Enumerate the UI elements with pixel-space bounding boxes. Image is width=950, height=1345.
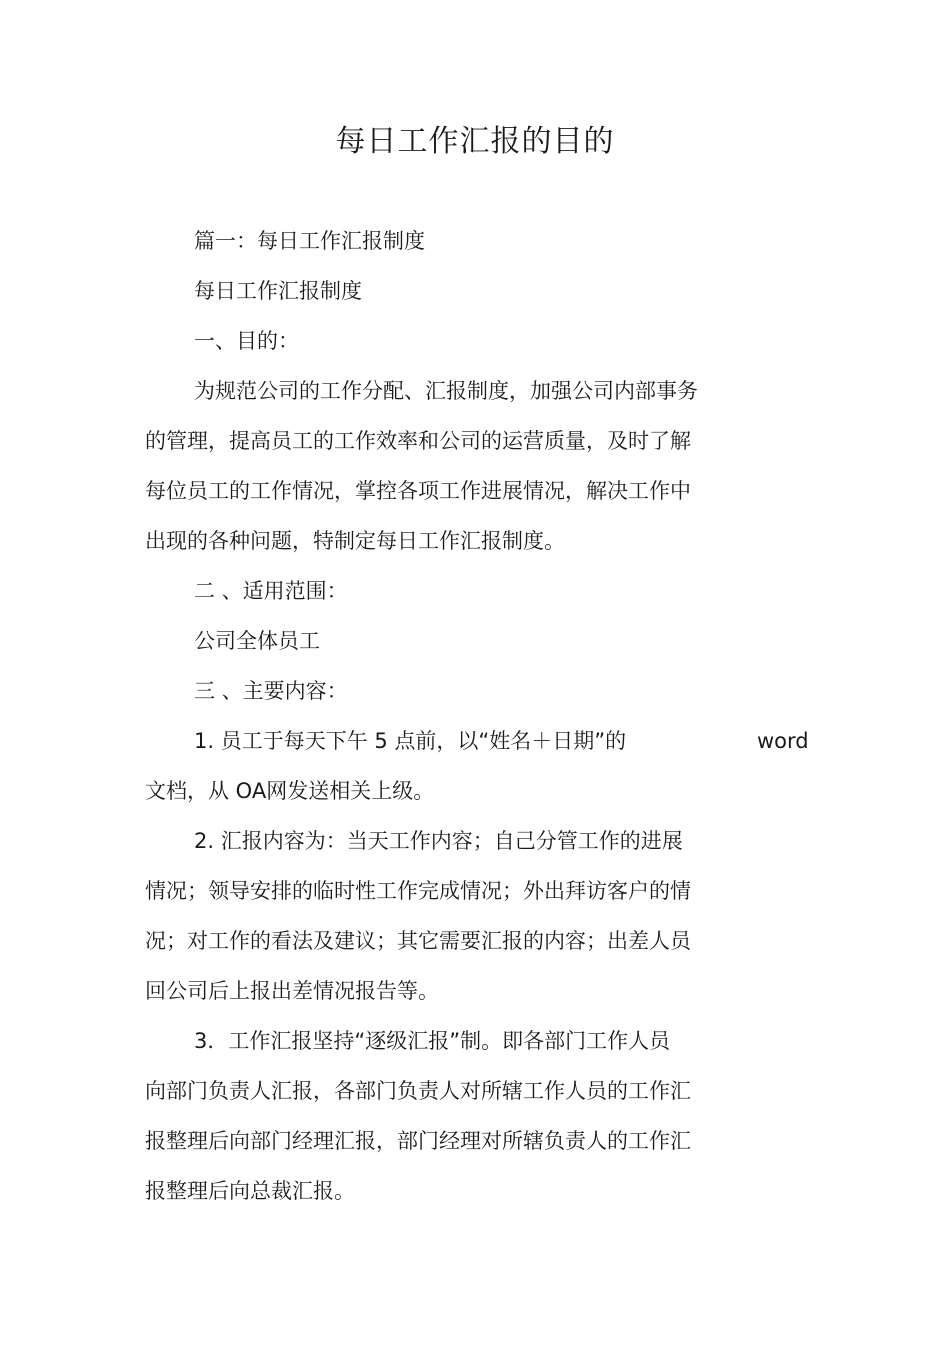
paragraph-line: 3．工作汇报坚持“逐级汇报”制。即各部门工作人员 [194,1029,671,1053]
subheading: 每日工作汇报制度 [194,279,362,303]
paragraph-line: 公司全体员工 [194,629,320,653]
section-heading-scope: 二 、适用范围： [194,579,348,603]
section-heading-purpose: 一、目的： [194,329,299,353]
paragraph-line: 文档，从 OA网发送相关上级。 [145,779,435,803]
paragraph-line: 的管理，提高员工的工作效率和公司的运营质量，及时了解 [145,429,691,453]
paragraph-line: 向部门负责人汇报，各部门负责人对所辖工作人员的工作汇 [145,1079,691,1103]
paragraph-line: 出现的各种问题，特制定每日工作汇报制度。 [145,529,565,553]
paragraph-line: 1. 员工于每天下午 5 点前，以“姓名＋日期”的 [194,729,627,753]
paragraph-word: word [757,729,809,753]
paragraph-line: 2. 汇报内容为：当天工作内容；自己分管工作的进展 [194,829,683,853]
paragraph-line: 情况；领导安排的临时性工作完成情况；外出拜访客户的情 [145,879,691,903]
paragraph-line: 回公司后上报出差情况报告等。 [145,979,439,1003]
paragraph-line: 报整理后向总裁汇报。 [145,1179,355,1203]
paragraph-line: 每位员工的工作情况，掌控各项工作进展情况，解决工作中 [145,479,691,503]
document-title: 每日工作汇报的目的 [335,124,615,159]
paragraph-line: 报整理后向部门经理汇报，部门经理对所辖负责人的工作汇 [145,1129,691,1153]
section-heading: 篇一：每日工作汇报制度 [194,229,425,253]
paragraph-line: 况；对工作的看法及建议；其它需要汇报的内容；出差人员 [145,929,691,953]
section-heading-content: 三 、主要内容： [194,679,348,703]
paragraph-line: 为规范公司的工作分配、汇报制度，加强公司内部事务 [194,379,698,403]
